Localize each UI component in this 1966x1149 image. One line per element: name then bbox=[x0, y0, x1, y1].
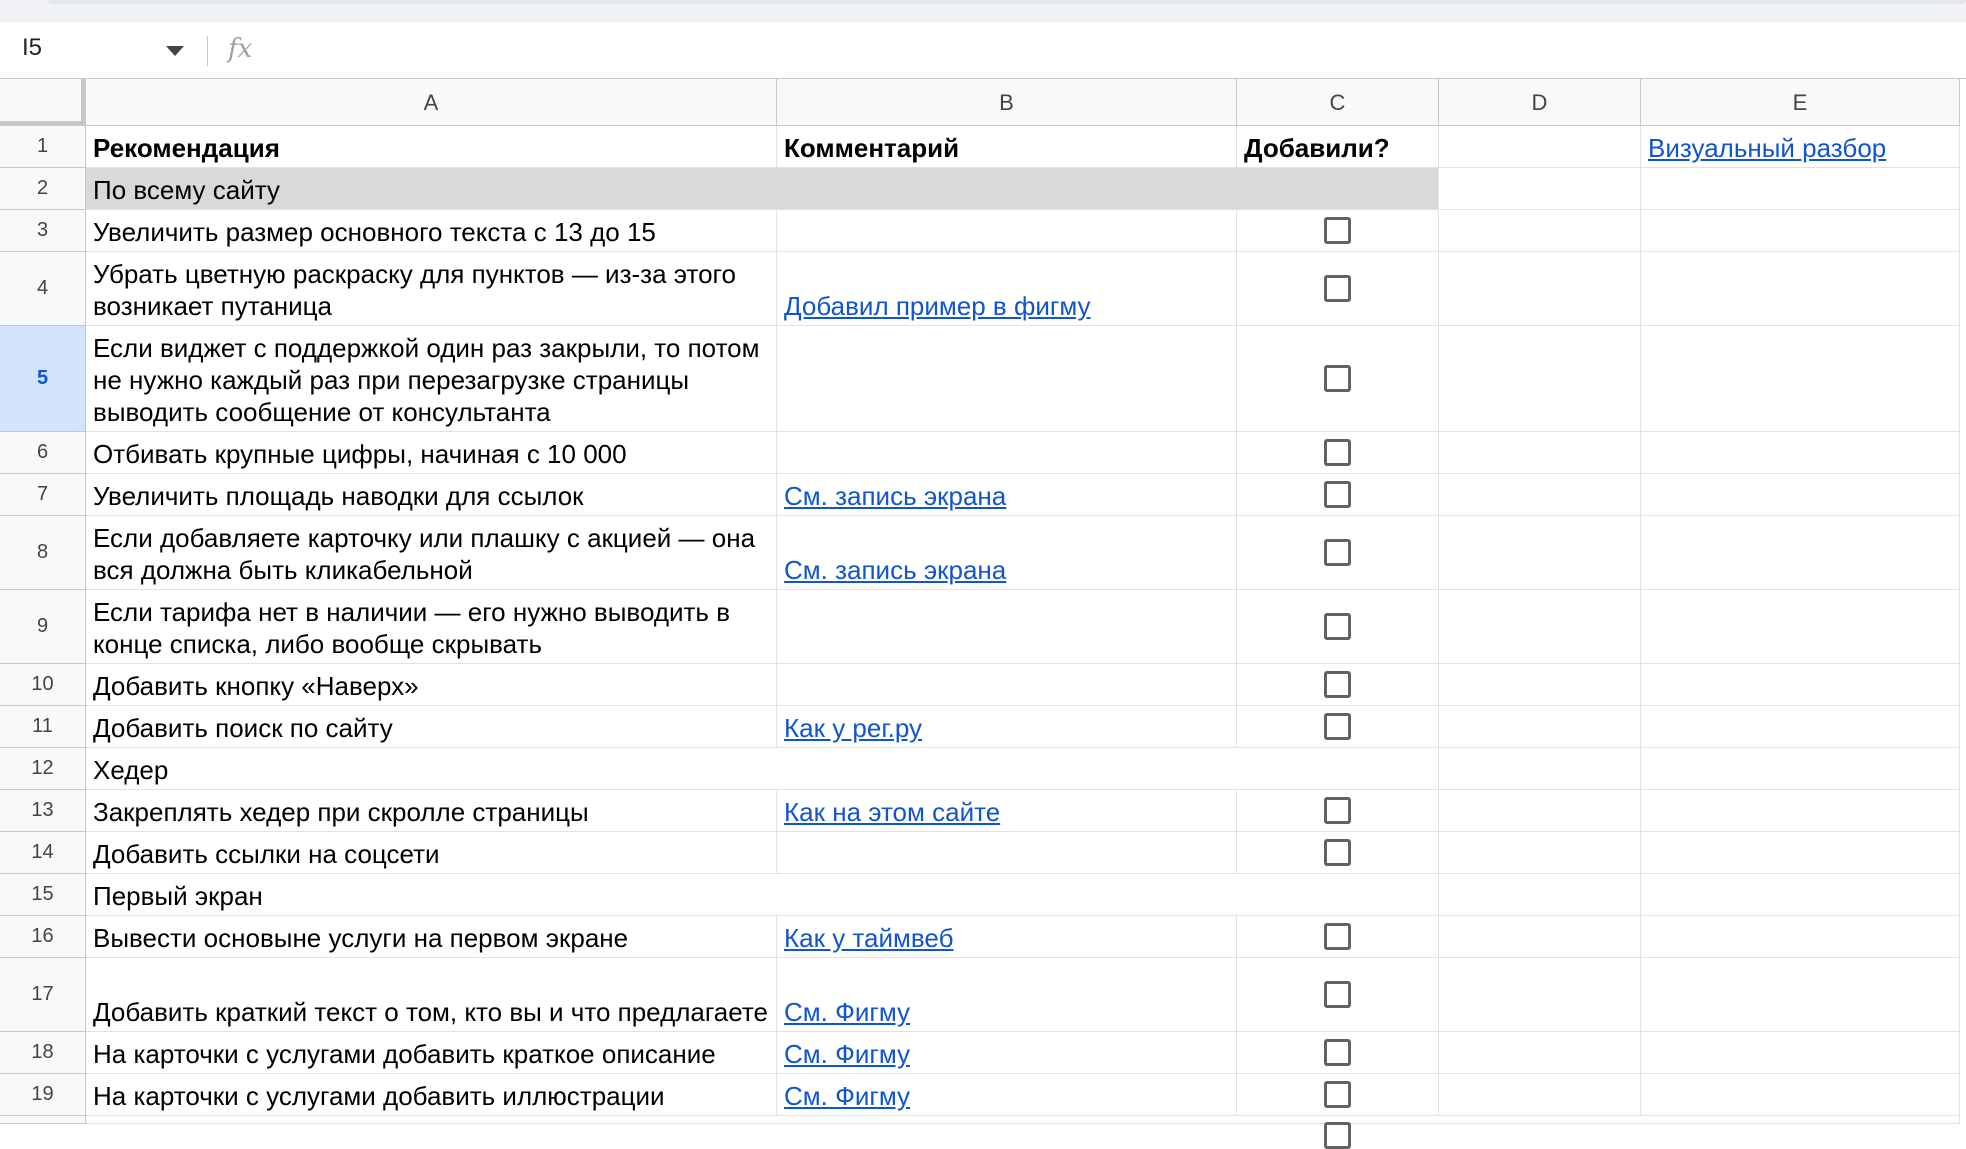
cell-a bbox=[86, 916, 777, 958]
column-header-e[interactable]: E bbox=[1641, 79, 1960, 126]
cell-c bbox=[1237, 1032, 1439, 1074]
row-header-10[interactable]: 10 bbox=[0, 664, 86, 706]
fx-icon: fx bbox=[228, 34, 253, 64]
cell-link[interactable]: Как у рег.ру bbox=[784, 713, 923, 743]
checkbox[interactable] bbox=[1324, 923, 1351, 950]
checkbox[interactable] bbox=[1324, 797, 1351, 824]
row-header-3[interactable]: 3 bbox=[0, 210, 86, 252]
cell-a bbox=[86, 664, 777, 706]
cell-d bbox=[1439, 916, 1641, 958]
cell-e bbox=[1641, 432, 1960, 474]
cell-c bbox=[1237, 1074, 1439, 1116]
cell-a bbox=[86, 516, 777, 590]
cell-e bbox=[1641, 474, 1960, 516]
cell-c bbox=[1237, 210, 1439, 252]
cell-d bbox=[1439, 326, 1641, 432]
cell-e bbox=[1641, 958, 1960, 1032]
cell-d bbox=[1439, 474, 1641, 516]
cell-d bbox=[1439, 210, 1641, 252]
cell-a bbox=[86, 432, 777, 474]
cell-a bbox=[86, 706, 777, 748]
row-header-partial bbox=[0, 1116, 86, 1124]
cell-a bbox=[86, 790, 777, 832]
column-header-d[interactable]: D bbox=[1439, 79, 1641, 126]
cell-a bbox=[86, 210, 777, 252]
cell-c bbox=[1237, 252, 1439, 326]
row-header-13[interactable]: 13 bbox=[0, 790, 86, 832]
cell-b bbox=[777, 832, 1237, 874]
cell-link[interactable]: См. Фигму bbox=[784, 1081, 911, 1111]
cell-c bbox=[1237, 516, 1439, 590]
chevron-down-icon[interactable] bbox=[166, 46, 184, 56]
cell-b bbox=[777, 590, 1237, 664]
cell-d bbox=[1439, 748, 1641, 790]
cell-d bbox=[1439, 590, 1641, 664]
cell-e[interactable] bbox=[1641, 126, 1960, 168]
checkbox[interactable] bbox=[1324, 839, 1351, 866]
cell-b bbox=[777, 326, 1237, 432]
cell-b bbox=[777, 432, 1237, 474]
name-box[interactable]: I5 bbox=[22, 34, 43, 61]
row-header-8[interactable]: 8 bbox=[0, 516, 86, 590]
cell-c bbox=[1237, 958, 1439, 1032]
row-header-19[interactable]: 19 bbox=[0, 1074, 86, 1116]
checkbox-partial[interactable] bbox=[1324, 1122, 1351, 1149]
cell-e bbox=[1641, 210, 1960, 252]
cell-b[interactable] bbox=[777, 1074, 1237, 1116]
cell-e bbox=[1641, 832, 1960, 874]
cell-d bbox=[1439, 958, 1641, 1032]
checkbox[interactable] bbox=[1324, 613, 1351, 640]
cell-b bbox=[777, 126, 1237, 168]
cell-b[interactable] bbox=[777, 1032, 1237, 1074]
checkbox[interactable] bbox=[1324, 439, 1351, 466]
checkbox[interactable] bbox=[1324, 1081, 1351, 1108]
cell-e bbox=[1641, 252, 1960, 326]
cell-d bbox=[1439, 1074, 1641, 1116]
cell-c bbox=[1237, 790, 1439, 832]
cell-link[interactable]: Как на этом сайте bbox=[784, 797, 1001, 827]
cell-d bbox=[1439, 126, 1641, 168]
section-header-cell bbox=[86, 874, 1439, 916]
cell-text: Увеличить площадь наводки для ссылок bbox=[93, 481, 584, 511]
row-header-14[interactable]: 14 bbox=[0, 832, 86, 874]
cell-d bbox=[1439, 168, 1641, 210]
cell-a bbox=[86, 590, 777, 664]
checkbox[interactable] bbox=[1324, 217, 1351, 244]
cell-e bbox=[1641, 790, 1960, 832]
cell-partial bbox=[86, 1116, 1960, 1124]
cell-e bbox=[1641, 664, 1960, 706]
cell-c bbox=[1237, 326, 1439, 432]
cell-c bbox=[1237, 664, 1439, 706]
section-header-cell bbox=[86, 748, 1439, 790]
cell-b[interactable] bbox=[777, 916, 1237, 958]
cell-a bbox=[86, 832, 777, 874]
cell-b[interactable] bbox=[777, 706, 1237, 748]
checkbox[interactable] bbox=[1324, 275, 1351, 302]
cell-text: Закреплять хедер при скролле страницы bbox=[93, 797, 589, 827]
cell-a bbox=[86, 958, 777, 1032]
row-header-17[interactable]: 17 bbox=[0, 958, 86, 1032]
cell-text: На карточки с услугами добавить краткое описание bbox=[93, 1039, 716, 1069]
cell-link[interactable]: Визуальный разбор bbox=[1648, 133, 1887, 163]
cell-c bbox=[1237, 832, 1439, 874]
cell-text: Убрать цветную раскраску для пунктов — из-за этого возникает путаница bbox=[93, 259, 736, 321]
cell-link[interactable]: См. Фигму bbox=[784, 1039, 911, 1069]
cell-d bbox=[1439, 516, 1641, 590]
cell-link[interactable]: Как у таймвеб bbox=[784, 923, 954, 953]
cell-text: Вывести основыне услуги на первом экране bbox=[93, 923, 629, 953]
column-header-b[interactable]: B bbox=[777, 79, 1237, 126]
cell-text: Первый экран bbox=[93, 881, 263, 911]
cell-text: Если тарифа нет в наличии — его нужно выводить в конце списка, либо вообще скрывать bbox=[93, 597, 731, 659]
cell-link[interactable]: См. запись экрана bbox=[784, 555, 1007, 585]
cell-a bbox=[86, 326, 777, 432]
checkbox[interactable] bbox=[1324, 481, 1351, 508]
row-header-6[interactable]: 6 bbox=[0, 432, 86, 474]
cell-e bbox=[1641, 706, 1960, 748]
column-header-a[interactable]: A bbox=[86, 79, 777, 126]
cell-a bbox=[86, 1074, 777, 1116]
cell-link[interactable]: См. Фигму bbox=[784, 997, 911, 1027]
checkbox[interactable] bbox=[1324, 365, 1351, 392]
cell-text: Хедер bbox=[93, 755, 169, 785]
row-header-5[interactable]: 5 bbox=[0, 326, 86, 432]
cell-a bbox=[86, 126, 777, 168]
cell-d bbox=[1439, 432, 1641, 474]
cell-e bbox=[1641, 1032, 1960, 1074]
right-edge bbox=[1960, 79, 1966, 1124]
cell-e bbox=[1641, 916, 1960, 958]
top-strip bbox=[0, 0, 1966, 22]
toolbar-edge bbox=[48, 0, 1966, 4]
cell-c bbox=[1237, 706, 1439, 748]
cell-text: Отбивать крупные цифры, начиная с 10 000 bbox=[93, 439, 627, 469]
cell-text: Добавить кнопку «Наверх» bbox=[93, 671, 419, 701]
cell-text: Рекомендация bbox=[93, 133, 280, 163]
formula-bar bbox=[0, 22, 1966, 79]
cell-d bbox=[1439, 664, 1641, 706]
cell-link[interactable]: См. запись экрана bbox=[784, 481, 1007, 511]
cell-c bbox=[1237, 590, 1439, 664]
cell-c bbox=[1237, 126, 1439, 168]
checkbox[interactable] bbox=[1324, 539, 1351, 566]
row-header-18[interactable]: 18 bbox=[0, 1032, 86, 1074]
cell-d bbox=[1439, 252, 1641, 326]
cell-text: Комментарий bbox=[784, 133, 960, 163]
cell-d bbox=[1439, 706, 1641, 748]
cell-a bbox=[86, 474, 777, 516]
column-header-c[interactable]: C bbox=[1237, 79, 1439, 126]
cell-a bbox=[86, 1032, 777, 1074]
checkbox[interactable] bbox=[1324, 981, 1351, 1008]
row-header-9[interactable]: 9 bbox=[0, 590, 86, 664]
cell-d bbox=[1439, 790, 1641, 832]
row-header-11[interactable]: 11 bbox=[0, 706, 86, 748]
cell-e bbox=[1641, 874, 1960, 916]
cell-d bbox=[1439, 832, 1641, 874]
formula-separator bbox=[207, 36, 208, 66]
cell-e bbox=[1641, 748, 1960, 790]
cell-e bbox=[1641, 168, 1960, 210]
cell-text: Добавили? bbox=[1244, 133, 1390, 163]
cell-e bbox=[1641, 326, 1960, 432]
cell-a bbox=[86, 252, 777, 326]
row-header-7[interactable]: 7 bbox=[0, 474, 86, 516]
cell-d bbox=[1439, 1032, 1641, 1074]
cell-c bbox=[1237, 474, 1439, 516]
cell-b[interactable] bbox=[777, 252, 1237, 326]
cell-b[interactable] bbox=[777, 516, 1237, 590]
cell-b[interactable] bbox=[777, 790, 1237, 832]
cell-e bbox=[1641, 516, 1960, 590]
cell-link[interactable]: Добавил пример в фигму bbox=[784, 291, 1091, 321]
checkbox[interactable] bbox=[1324, 671, 1351, 698]
cell-e bbox=[1641, 1074, 1960, 1116]
cell-b bbox=[777, 210, 1237, 252]
cell-text: Увеличить размер основного текста с 13 до 15 bbox=[93, 217, 656, 247]
cell-text: По всему сайту bbox=[93, 175, 280, 205]
row-header-12[interactable]: 12 bbox=[0, 748, 86, 790]
cell-b[interactable] bbox=[777, 474, 1237, 516]
row-header-2[interactable]: 2 bbox=[0, 168, 86, 210]
row-header-15[interactable]: 15 bbox=[0, 874, 86, 916]
cell-c bbox=[1237, 432, 1439, 474]
select-all-corner[interactable] bbox=[0, 79, 86, 126]
cell-text: Добавить ссылки на соцсети bbox=[93, 839, 440, 869]
cell-text: Добавить поиск по сайту bbox=[93, 713, 393, 743]
row-header-1[interactable]: 1 bbox=[0, 126, 86, 168]
row-header-4[interactable]: 4 bbox=[0, 252, 86, 326]
cell-e bbox=[1641, 590, 1960, 664]
section-header-cell bbox=[86, 168, 1439, 210]
cell-text: Добавить краткий текст о том, кто вы и что предлагаете bbox=[93, 997, 768, 1027]
cell-d bbox=[1439, 874, 1641, 916]
cell-b bbox=[777, 664, 1237, 706]
cell-c bbox=[1237, 916, 1439, 958]
cell-text: Если виджет с поддержкой один раз закрыли, то потом не нужно каждый раз при перезагрузке страницы выводить сообщение от консультанта bbox=[93, 333, 760, 427]
cell-b[interactable] bbox=[777, 958, 1237, 1032]
checkbox[interactable] bbox=[1324, 713, 1351, 740]
cell-text: Если добавляете карточку или плашку с акцией — она вся должна быть кликабельной bbox=[93, 523, 756, 585]
row-header-16[interactable]: 16 bbox=[0, 916, 86, 958]
checkbox[interactable] bbox=[1324, 1039, 1351, 1066]
cell-text: На карточки с услугами добавить иллюстрации bbox=[93, 1081, 665, 1111]
